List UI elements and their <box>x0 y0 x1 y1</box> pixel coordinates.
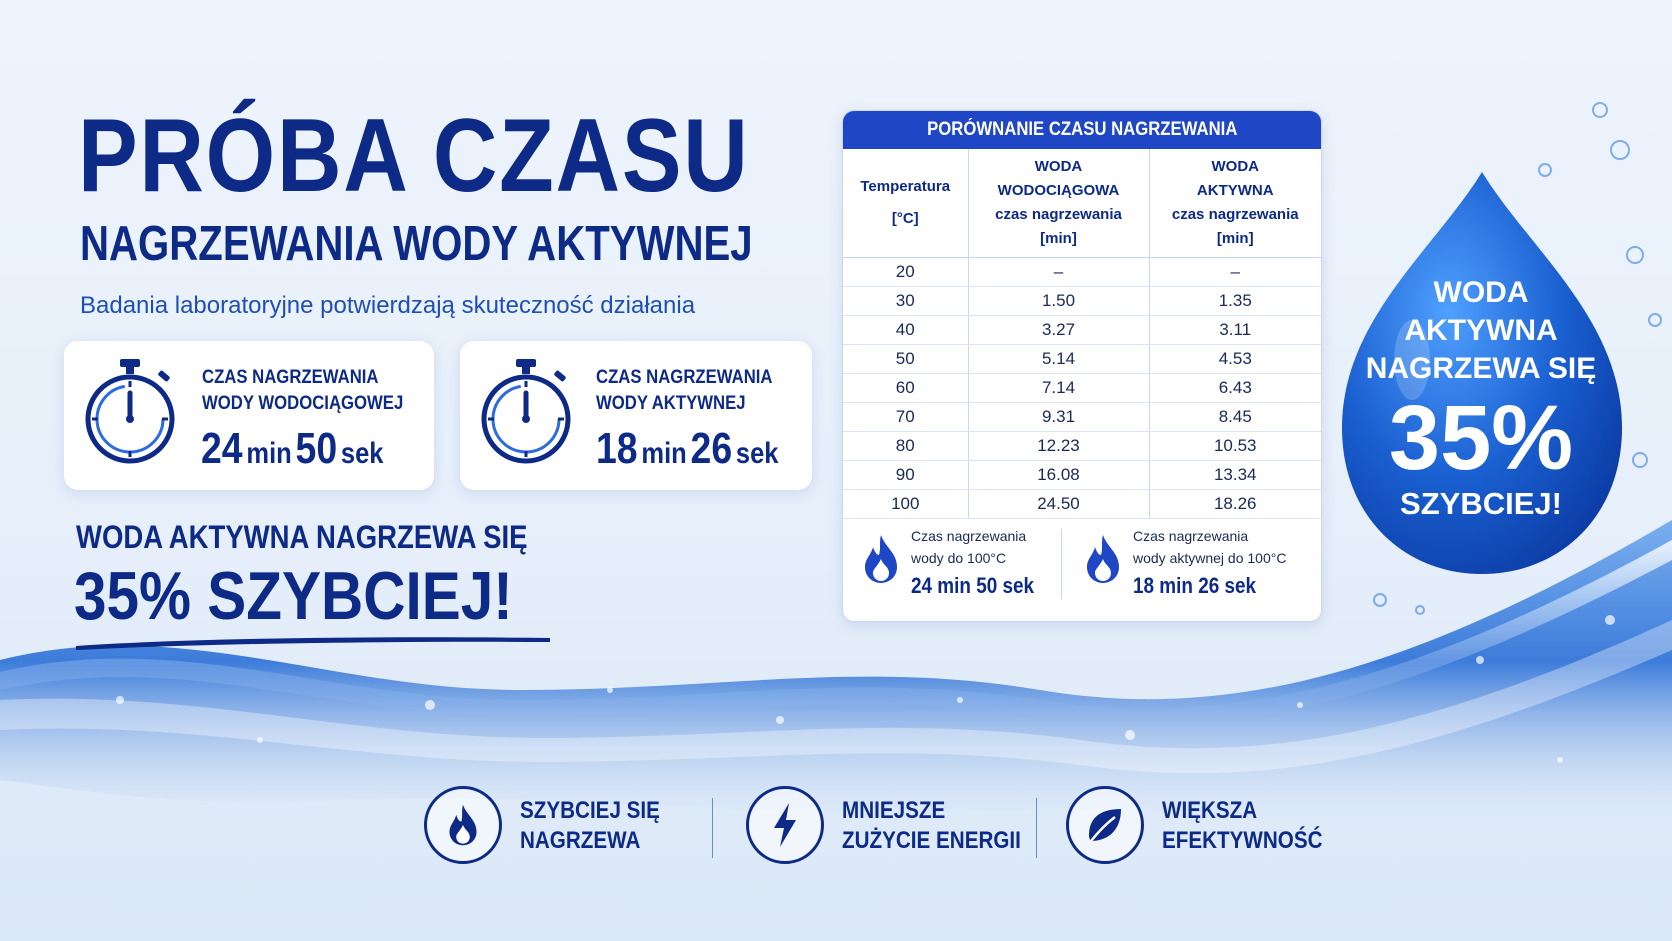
comparison-table-panel <box>842 110 1322 622</box>
footer-value: 24 min 50 sek <box>911 573 1035 598</box>
column-header-active-water: WODA AKTYWNA czas nagrzewania [min] <box>1149 149 1321 258</box>
flame-icon <box>1083 533 1123 585</box>
table-row: 90 16.08 13.34 <box>843 461 1321 490</box>
flame-icon <box>861 533 901 585</box>
table-row: 20 – – <box>843 258 1321 287</box>
feature-separator <box>1036 798 1037 858</box>
feature-icon-circle <box>1066 786 1144 864</box>
footer-value: 18 min 26 sek <box>1133 573 1257 598</box>
drop-tagline: SZYBCIEJ! <box>1400 486 1562 521</box>
comparison-table <box>843 149 1321 519</box>
card-time-value: 24 min 50 sek <box>201 424 384 473</box>
card-time-value: 18 min 26 sek <box>596 424 779 473</box>
table-footer <box>843 509 1321 619</box>
table-row: 100 24.50 18.26 <box>843 490 1321 519</box>
table-row: 40 3.27 3.11 <box>843 316 1321 345</box>
feature-label-line2: ZUŻYCIE ENERGII <box>842 827 1021 854</box>
column-header-temperature: Temperatura [°C] <box>843 149 968 258</box>
table-row: 70 9.31 8.45 <box>843 403 1321 432</box>
feature-label-line1: SZYBCIEJ SIĘ <box>520 797 660 824</box>
footer-label-line2: wody do 100°C <box>911 550 1007 566</box>
footer-divider <box>1061 529 1062 599</box>
tagline: Badania laboratoryjne potwierdzają skuteczność działania <box>80 292 696 319</box>
feature-label-line1: MNIEJSZE <box>842 797 946 824</box>
brush-underline <box>74 632 554 652</box>
feature-label-line2: NAGRZEWA <box>520 827 641 854</box>
stopwatch-icon <box>80 355 180 465</box>
drop-percent: 35% <box>1388 387 1574 489</box>
feature-label-line1: WIĘKSZA <box>1162 797 1258 824</box>
feature-icon-circle <box>424 786 502 864</box>
feature-separator <box>712 798 713 858</box>
footer-label-line1: Czas nagrzewania <box>1133 528 1249 544</box>
footer-label-line1: Czas nagrzewania <box>911 528 1027 544</box>
feature-icon-circle <box>746 786 824 864</box>
page-title: PRÓBA CZASU <box>78 98 750 214</box>
feature-label-line2: EFEKTYWNOŚĆ <box>1162 827 1323 854</box>
claim-line2: 35% SZYBCIEJ! <box>74 558 513 634</box>
table-title: PORÓWNANIE CZASU NAGRZEWANIA <box>843 111 1321 149</box>
table-row: 50 5.14 4.53 <box>843 345 1321 374</box>
column-header-tap-water: WODA WODOCIĄGOWA czas nagrzewania [min] <box>968 149 1149 258</box>
page-subtitle: NAGRZEWANIA WODY AKTYWNEJ <box>80 217 753 271</box>
table-row: 30 1.50 1.35 <box>843 287 1321 316</box>
flame-icon <box>446 803 480 847</box>
footer-label-line2: wody aktywnej do 100°C <box>1133 550 1287 566</box>
leaf-icon <box>1085 805 1125 845</box>
tap-water-time-card <box>64 341 434 490</box>
drop-label: WODA AKTYWNA NAGRZEWA SIĘ <box>1365 276 1597 385</box>
card-label-line2: WODY WODOCIĄGOWEJ <box>202 393 404 414</box>
claim-line1: WODA AKTYWNA NAGRZEWA SIĘ <box>76 519 528 555</box>
table-row: 60 7.14 6.43 <box>843 374 1321 403</box>
card-label-line2: WODY AKTYWNEJ <box>596 393 746 414</box>
card-label-line1: CZAS NAGRZEWANIA <box>596 367 773 388</box>
card-label-line1: CZAS NAGRZEWANIA <box>202 367 379 388</box>
lightning-icon <box>770 801 800 849</box>
active-water-time-card <box>460 341 812 490</box>
stopwatch-icon <box>476 355 576 465</box>
table-row: 80 12.23 10.53 <box>843 432 1321 461</box>
